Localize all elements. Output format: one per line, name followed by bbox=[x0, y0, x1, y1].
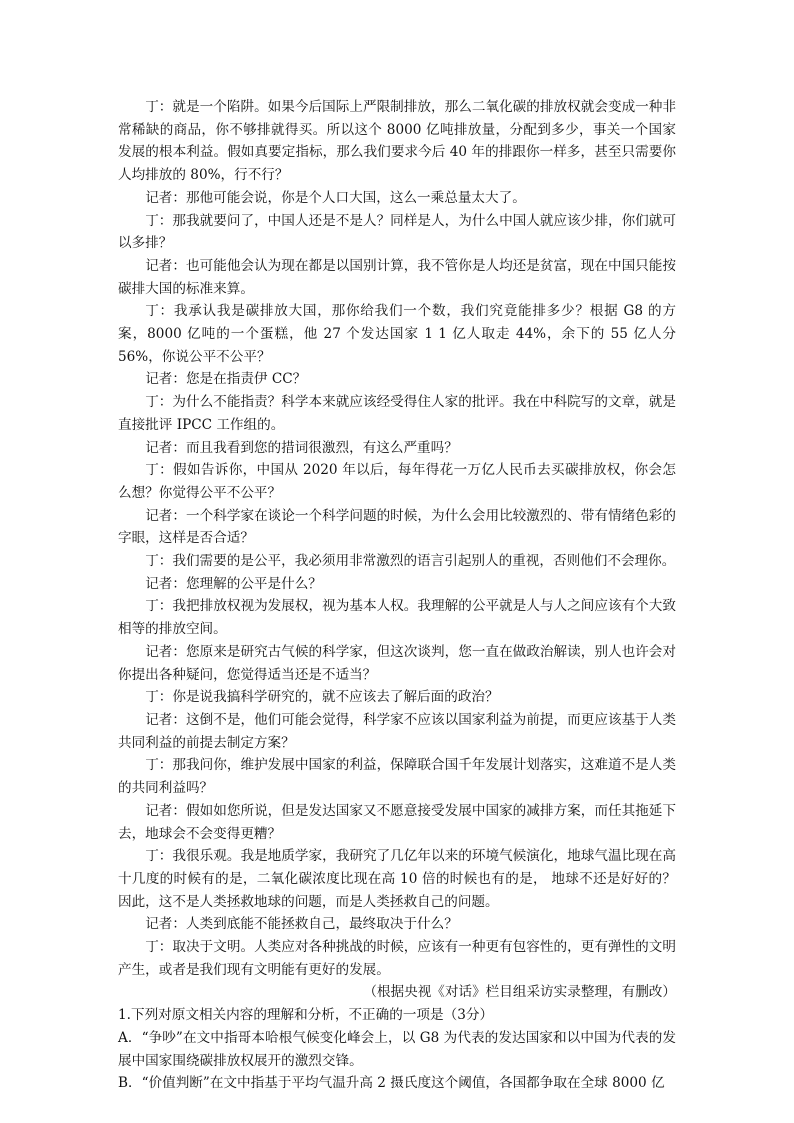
dialogue-paragraph: 丁：我很乐观。我是地质学家，我研究了几亿年以来的环境气候演化，地球气温比现在高十几度的时候有的是，二氧化碳浓度比现在高 10 倍的时候也有的是， 地球不还是好好的？因此，这不是人类拯救地球的问题，而是人类拯救自己的问题。 bbox=[118, 848, 676, 910]
interview-dialogue bbox=[118, 96, 676, 981]
dialogue-paragraph: 丁：你是说我搞科学研究的，就不应该去了解后面的政治？ bbox=[145, 689, 499, 706]
dialogue-paragraph: 记者：您是在指责伊 CC？ bbox=[145, 371, 307, 388]
dialogue-paragraph: 记者：您理解的公平是什么？ bbox=[145, 575, 322, 592]
dialogue-paragraph: 丁：取决于文明。人类应对各种挑战的时候，应该有一种更有包容性的，更有弹性的文明产生，或者是我们现有文明能有更好的发展。 bbox=[118, 939, 676, 978]
dialogue-paragraph: 丁：就是一个陷阱。如果今后国际上严限制排放，那么二氧化碳的排放权就会变成一种非常稀缺的商品，你不够排就得买。所以这个 8000 亿吨排放量，分配到多少，事关一个国家发展的根本利益。假如真要定指标，那么我们要求今后 40 年的排跟你一样多，甚至只需要你人均排放的 80%，行不行？ bbox=[118, 99, 676, 184]
question-stem: 1.下列对原文相关内容的理解和分析，不正确的一项是（3分） bbox=[118, 1007, 494, 1024]
dialogue-paragraph: 记者：那他可能会说，你是个人口大国，这么一乘总量太大了。 bbox=[145, 189, 526, 206]
dialogue-paragraph: 丁：为什么不能指责？科学本来就应该经受得住人家的批评。我在中科院写的文章，就是直接批评 IPCC 工作组的。 bbox=[118, 394, 676, 433]
document-page bbox=[118, 96, 676, 1095]
source-note: （根据央视《对话》栏目组采访实录整理，有删改） bbox=[363, 984, 676, 1001]
dialogue-paragraph: 记者：人类到底能不能拯救自己，最终取决于什么？ bbox=[145, 916, 458, 933]
dialogue-paragraph: 丁：我们需要的是公平，我必须用非常激烈的语言引起别人的重视，否则他们不会理你。 bbox=[145, 553, 676, 570]
dialogue-paragraph: 丁：我承认我是碳排放大国，那你给我们一个数，我们究竟能排多少？根据 G8 的方案，8000 亿吨的一个蛋糕，他 27 个发达国家 1 1 亿人取走 44%，余下的 55 亿人分 56%，你说公平不公平？ bbox=[118, 303, 676, 365]
dialogue-paragraph: 记者：您原来是研究古气候的科学家，但这次谈判，您一直在做政治解读，别人也许会对你提出各种疑问，您觉得适当还是不适当？ bbox=[118, 643, 676, 683]
question-option-b: B．“价值判断”在文中指基于平均气温升高 2 摄氏度这个阈值，各国都争取在全球 8000 亿 bbox=[118, 1075, 665, 1092]
dialogue-paragraph: 丁：假如告诉你，中国从 2020 年以后，每年得花一万亿人民币去买碳排放权，你会怎么想？你觉得公平不公平？ bbox=[118, 462, 676, 501]
question-option-a: A．“争吵”在文中指哥本哈根气候变化峰会上，以 G8 为代表的发达国家和以中国为代表的发展中国家围绕碳排放权展开的激烈交锋。 bbox=[118, 1029, 676, 1069]
dialogue-paragraph: 记者：一个科学家在谈论一个科学问题的时候，为什么会用比较激烈的、带有情绪色彩的字眼，这样是否合适？ bbox=[118, 507, 676, 547]
dialogue-paragraph: 记者：假如如您所说，但是发达国家又不愿意接受发展中国家的减排方案，而任其拖延下去，地球会不会变得更糟？ bbox=[118, 802, 676, 842]
dialogue-paragraph: 丁：我把排放权视为发展权，视为基本人权。我理解的公平就是人与人之间应该有个大致相等的排放空间。 bbox=[118, 598, 676, 638]
dialogue-paragraph: 记者：这倒不是，他们可能会觉得，科学家不应该以国家利益为前提，而更应该基于人类共同利益的前提去制定方案？ bbox=[118, 711, 676, 751]
dialogue-paragraph: 丁：那我问你，维护发展中国家的利益，保障联合国千年发展计划落实，这难道不是人类的共同利益吗？ bbox=[118, 757, 676, 797]
dialogue-paragraph: 记者：也可能他会认为现在都是以国别计算，我不管你是人均还是贫富，现在中国只能按碳排大国的标准来算。 bbox=[118, 257, 676, 297]
dialogue-paragraph: 记者：而且我看到您的措词很激烈，有这么严重吗？ bbox=[145, 439, 458, 456]
dialogue-paragraph: 丁：那我就要问了，中国人还是不是人？同样是人，为什么中国人就应该少排，你们就可以多排？ bbox=[118, 212, 676, 252]
